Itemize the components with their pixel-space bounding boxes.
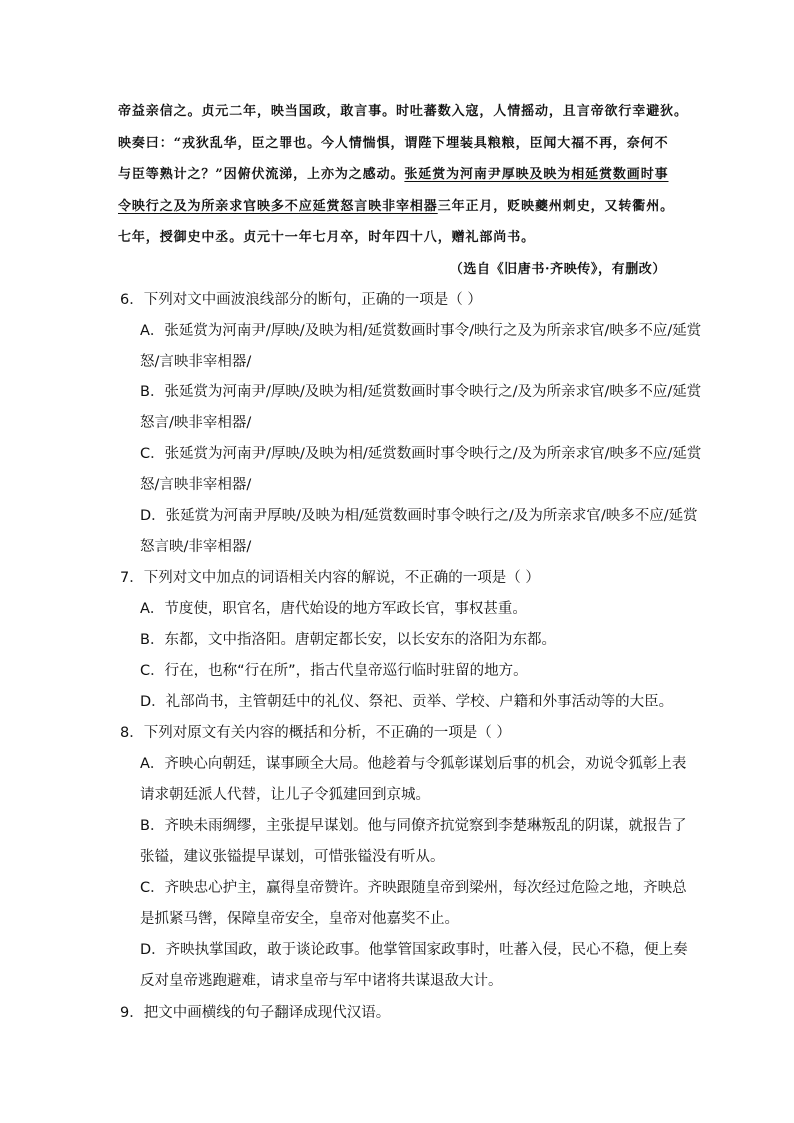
passage-line-4-text: 三年正月，贬映夔州刺史，又转衢州。 <box>437 199 675 214</box>
question-7-option-b: B．东都，文中指洛阳。唐朝定都长安，以长安东的洛阳为东都。 <box>140 632 556 648</box>
question-6-option-c: C．张延赏为河南尹/厚映/及映为相/延赏数画时事令映行之/及为所亲求官/映多不应/延赏 <box>140 446 702 462</box>
question-7-option-a: A．节度使，职官名，唐代始设的地方军政长官，事权甚重。 <box>140 601 527 617</box>
passage-line-3-text: 与臣等熟计之？”因俯伏流涕，上亦为之感动。 <box>118 167 405 182</box>
passage-line-1: 帝益亲信之。贞元二年，映当国政，敢言事。时吐蕃数入寇，人情摇动，且言帝欲行幸避狄。 <box>118 104 688 119</box>
question-6-option-c-cont: 怒/言映非宰相器/ <box>140 477 252 493</box>
question-8-option-b: B．齐映未雨绸缪，主张提早谋划。他与同僚齐抗觉察到李楚琳叛乱的阴谋，就报告了 <box>140 818 687 834</box>
question-6-stem: 6．下列对文中画波浪线部分的断句，正确的一项是（ ） <box>120 292 482 308</box>
underlined-sentence-part-2: 令映行之及为所亲求官映多不应延赏怒言映非宰相器 <box>118 199 438 214</box>
question-7-option-d: D．礼部尚书，主管朝廷中的礼仪、祭祀、贡举、学校、户籍和外事活动等的大臣。 <box>140 694 674 710</box>
question-8-option-c: C．齐映忠心护主，赢得皇帝赞许。齐映跟随皇帝到梁州，每次经过危险之地，齐映总 <box>140 880 687 896</box>
question-7-option-c: C．行在，也称“行在所”，指古代皇帝巡行临时驻留的地方。 <box>140 663 528 679</box>
question-6-option-b-cont: 怒言/映非宰相器/ <box>140 415 252 431</box>
question-6-option-a: A．张延赏为河南尹/厚映/及映为相/延赏数画时事令/映行之及为所亲求官/映多不应/延赏 <box>140 323 702 339</box>
question-8-option-b-cont: 张镒，建议张镒提早谋划，可惜张镒没有听从。 <box>140 849 445 865</box>
question-8-option-d: D．齐映执掌国政，敢于谈论政事。他掌管国家政事时，吐蕃入侵，民心不稳，便上奏 <box>140 942 688 958</box>
passage-source: （选自《旧唐书·齐映传》，有删改） <box>449 262 666 277</box>
passage-line-4 <box>118 198 696 216</box>
passage-line-2: 映奏曰：“戎狄乱华，臣之罪也。今人情惴惧，谓陛下埋装具粮粮，臣闻大福不再，奈何不 <box>118 136 669 151</box>
passage-line-5: 七年，授御史中丞。贞元十一年七月卒，时年四十八，赠礼部尚书。 <box>118 230 536 245</box>
passage-line-3 <box>118 166 696 184</box>
question-8-option-d-cont: 反对皇帝逃跑避难，请求皇帝与军中诸将共谋退敌大计。 <box>140 973 503 989</box>
question-6-option-d-cont: 怒言映/非宰相器/ <box>140 539 252 555</box>
underlined-sentence-part-1: 张延赏为河南尹厚映及映为相延赏数画时事 <box>404 167 669 182</box>
question-7-stem: 7．下列对文中加点的词语相关内容的解说，不正确的一项是（ ） <box>120 570 540 586</box>
question-6-option-b: B．张延赏为河南尹/厚映/及映为相/延赏数画时事令映行之/及为所亲求官/映多不应/延赏 <box>140 384 702 400</box>
question-6-option-a-cont: 怒/言映非宰相器/ <box>140 354 252 370</box>
question-8-option-a-cont: 请求朝廷派人代替，让儿子令狐建回到京城。 <box>140 787 430 803</box>
question-9-stem: 9．把文中画横线的句子翻译成现代汉语。 <box>120 1005 391 1021</box>
question-6-option-d: D．张延赏为河南尹厚映/及映为相/延赏数画时事令映行之/及为所亲求官/映多不应/延赏 <box>140 508 698 524</box>
question-8-option-c-cont: 是抓紧马辔，保障皇帝安全，皇帝对他嘉奖不止。 <box>140 911 459 927</box>
question-8-stem: 8．下列对原文有关内容的概括和分析，不正确的一项是（ ） <box>120 725 511 741</box>
question-8-option-a: A．齐映心向朝廷，谋事顾全大局。他趁着与令狐彰谋划后事的机会，劝说令狐彰上表 <box>140 756 687 772</box>
